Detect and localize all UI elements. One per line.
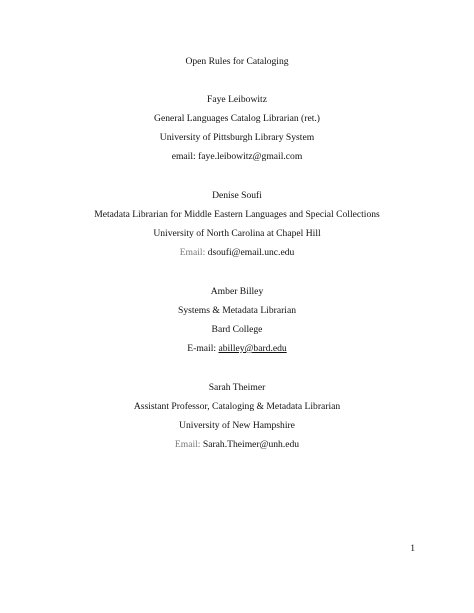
author-email-line <box>0 247 474 259</box>
email-label: Email: <box>179 247 206 258</box>
email-address[interactable]: Sarah.Theimer@unh.edu <box>202 439 300 450</box>
author-name: Sarah Theimer <box>208 382 266 393</box>
author-role: General Languages Catalog Librarian (ret.) <box>154 113 320 124</box>
author-email-line <box>0 151 474 163</box>
author-institution: University of Pittsburgh Library System <box>159 132 315 143</box>
author-institution: Bard College <box>211 324 263 335</box>
email-address[interactable]: faye.leibowitz@gmail.com <box>198 151 303 162</box>
page-number: 1 <box>410 543 415 554</box>
author-role: Metadata Librarian for Middle Eastern Languages and Special Collections <box>94 209 380 220</box>
author-institution: University of New Hampshire <box>179 420 295 431</box>
email-label: E-mail: <box>187 343 217 354</box>
author-role: Assistant Professor, Cataloging & Metadata Librarian <box>133 401 341 412</box>
email-address[interactable]: dsoufi@email.unc.edu <box>207 247 295 258</box>
author-name: Faye Leibowitz <box>207 94 267 105</box>
author-role: Systems & Metadata Librarian <box>177 305 297 316</box>
author-email-line <box>0 343 474 355</box>
email-address[interactable]: abilley@bard.edu <box>218 343 287 354</box>
author-name: Denise Soufi <box>212 190 262 201</box>
author-email-line <box>0 439 474 451</box>
author-institution: University of North Carolina at Chapel Hill <box>153 228 321 239</box>
document-title: Open Rules for Cataloging <box>185 56 289 67</box>
email-label: email: <box>171 151 196 162</box>
author-name: Amber Billey <box>210 286 264 297</box>
email-label: Email: <box>174 439 201 450</box>
